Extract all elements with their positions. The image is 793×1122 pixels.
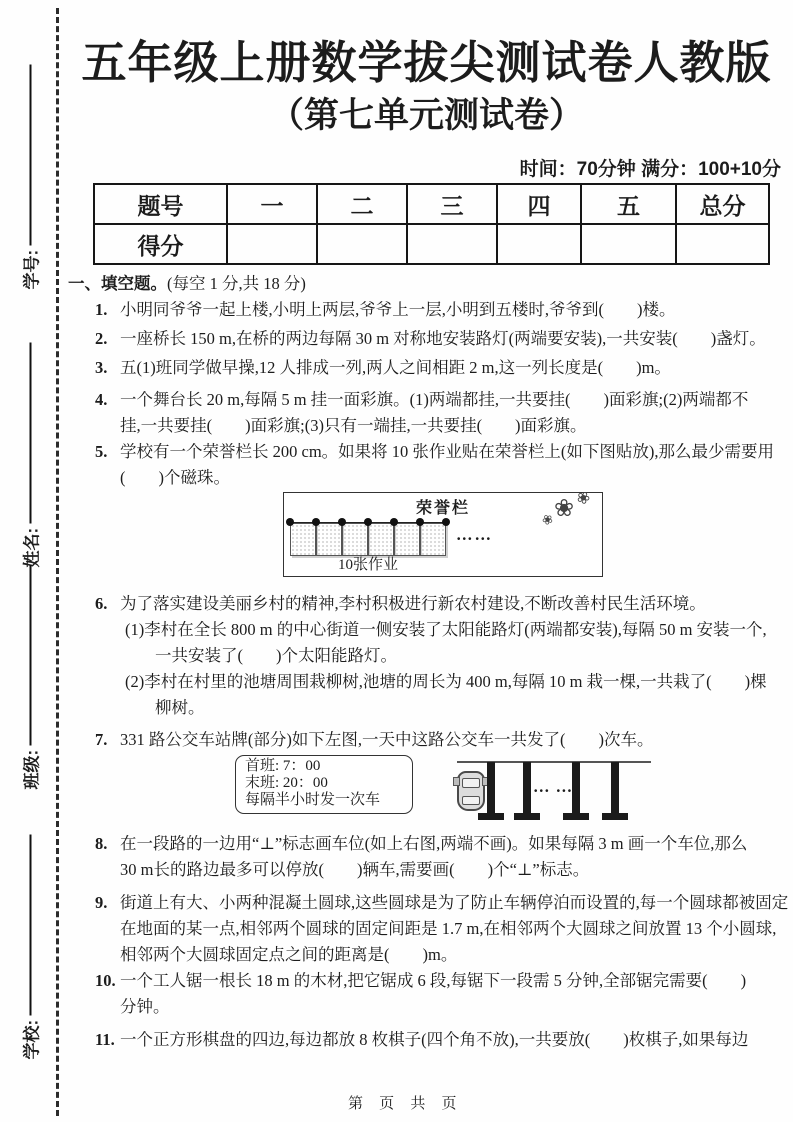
question-line: (2)李村在村里的池塘周围栽柳树,池塘的周长为 400 m,每隔 10 m 栽一棵,一共栽了( )棵 [125, 672, 767, 691]
bus-and-parking-figure [68, 755, 790, 821]
question-number: 1. [95, 300, 108, 319]
magnet-pin [390, 518, 398, 526]
question-number: 3. [95, 358, 108, 377]
question-8 [68, 831, 790, 883]
question-number: 7. [95, 730, 108, 749]
question-line: 挂,一共要挂( )面彩旗;(3)只有一端挂,一共要挂( )面彩旗。 [120, 416, 587, 435]
magnet-pin [338, 518, 346, 526]
question-number: 6. [95, 594, 108, 613]
question-10 [68, 968, 790, 1020]
parking-marker [611, 762, 619, 813]
question-5 [68, 439, 790, 491]
question-number: 8. [95, 834, 108, 853]
name-label: 姓名: [22, 527, 41, 568]
papers-caption: 10张作业 [337, 557, 398, 573]
score-table [93, 183, 770, 265]
car-icon [457, 771, 485, 811]
student-number-field [19, 65, 41, 290]
magnet-pin [312, 518, 320, 526]
question-line: (1)李村在全长 800 m 的中心街道一侧安装了太阳能路灯(两端都安装),每隔 50 m 安装一个, [125, 620, 767, 639]
class-blank-line [28, 565, 31, 746]
question-3 [68, 355, 790, 381]
continuation-dots: …… [456, 525, 493, 544]
question-line: ( )个磁珠。 [120, 468, 230, 487]
flower-icon: ❀ ❀ ❀ [538, 488, 593, 529]
car-mirror [453, 777, 460, 786]
cut-dashed-line [56, 8, 59, 1116]
honor-board-figure [283, 488, 603, 577]
question-number: 5. [95, 442, 108, 461]
question-1 [68, 297, 790, 323]
parking-spaces-figure [455, 755, 665, 821]
score-table-header-cell: 五 [581, 184, 676, 224]
paper-sheet [290, 523, 316, 556]
score-table-header-cell: 一 [227, 184, 317, 224]
score-cell [317, 224, 407, 264]
class-field [19, 565, 41, 790]
question-line: 一个工人锯一根长 18 m 的木材,把它锯成 6 段,每锯下一段需 5 分钟,全部锯完需要( ) [120, 971, 747, 990]
section-heading [68, 271, 790, 297]
question-4 [68, 387, 790, 439]
score-cell [581, 224, 676, 264]
magnet-pin [364, 518, 372, 526]
question-number: 11. [95, 1030, 115, 1049]
score-table-header-row [94, 184, 769, 224]
parking-marker [487, 762, 495, 813]
interval-line: 每隔半小时发一次车 [245, 792, 381, 808]
first-bus-line: 首班: 7：00 [245, 758, 321, 774]
paper-sheet [420, 523, 446, 556]
class-label: 班级: [22, 749, 41, 790]
question-line: 一座桥长 150 m,在桥的两边每隔 30 m 对称地安装路灯(两端要安装),一共安装( )盏灯。 [120, 329, 766, 348]
paper-sheet [368, 523, 394, 556]
homework-papers [290, 523, 446, 556]
name-field [19, 343, 41, 568]
question-line: 331 路公交车站牌(部分)如下左图,一天中这路公交车一共发了( )次车。 [120, 730, 654, 749]
question-line: 30 m长的路边最多可以停放( )辆车,需要画( )个“⊥”标志。 [120, 860, 590, 879]
question-line: 相邻两个大圆球固定点之间的距离是( )m。 [120, 945, 458, 964]
question-9 [68, 890, 790, 968]
score-cell [497, 224, 581, 264]
paper-sheet [394, 523, 420, 556]
score-table-score-row [94, 224, 769, 264]
question-7 [68, 727, 790, 753]
question-line: 在地面的某一点,相邻两个圆球的固定间距是 1.7 m,在相邻两个大圆球之间放置 13 个小圆球, [120, 919, 777, 938]
question-section [68, 271, 790, 1053]
score-table-header-cell: 总分 [676, 184, 769, 224]
question-line: 分钟。 [120, 997, 170, 1016]
parking-marker [572, 762, 580, 813]
school-label: 学校: [22, 1019, 41, 1060]
question-6 [68, 591, 790, 721]
question-line: 为了落实建设美丽乡村的精神,李村积极进行新农村建设,不断改善村民生活环境。 [120, 594, 706, 613]
question-number: 9. [95, 893, 108, 912]
question-number: 4. [95, 390, 108, 409]
question-line: 小明同爷爷一起上楼,小明上两层,爷爷上一层,小明到五楼时,爷爷到( )楼。 [120, 300, 676, 319]
bus-schedule-sign [235, 755, 413, 814]
time-score-info: 时间：70分钟 满分：100+10分 [519, 159, 781, 180]
score-row-label: 得分 [94, 224, 227, 264]
school-blank-line [28, 835, 31, 1016]
question-line: 柳树。 [155, 698, 205, 717]
score-table-header-cell: 三 [407, 184, 497, 224]
magnet-pin [286, 518, 294, 526]
magnet-pin [442, 518, 450, 526]
section-heading-title: 一、填空题。 [68, 275, 167, 293]
question-line: 一个正方形棋盘的四边,每边都放 8 枚棋子(四个角不放),一共要放( )枚棋子,如果每边 [120, 1030, 749, 1049]
last-bus-line: 末班: 20：00 [245, 775, 328, 791]
score-cell [227, 224, 317, 264]
magnet-pin [416, 518, 424, 526]
question-2 [68, 326, 790, 352]
score-table-header-cell: 题号 [94, 184, 227, 224]
honor-board-title: 荣誉栏 [415, 500, 470, 517]
question-line: 一个舞台长 20 m,每隔 5 m 挂一面彩旗。(1)两端都挂,一共要挂( )面彩旗;(2)两端都不 [120, 390, 749, 409]
page-subtitle: （第七单元测试卷） [268, 96, 584, 135]
parking-marker [523, 762, 531, 813]
score-cell [676, 224, 769, 264]
score-table-header-cell: 二 [317, 184, 407, 224]
question-number: 10. [95, 971, 116, 990]
continuation-dots: … … [533, 777, 574, 796]
question-line: 学校有一个荣誉栏长 200 cm。如果将 10 张作业贴在荣誉栏上(如下图贴放),那么最少需要用 [120, 442, 775, 461]
student-number-label: 学号: [22, 249, 41, 290]
question-line: 五(1)班同学做早操,12 人排成一列,两人之间相距 2 m,这一列长度是( )m。 [120, 358, 671, 377]
question-11 [68, 1027, 790, 1053]
score-cell [407, 224, 497, 264]
question-number: 2. [95, 329, 108, 348]
student-number-blank-line [28, 65, 31, 246]
question-line: 一共安装了( )个太阳能路灯。 [155, 646, 397, 665]
page-footer: 第 页 共 页 [348, 1095, 463, 1112]
paper-sheet [342, 523, 368, 556]
score-table-header-cell: 四 [497, 184, 581, 224]
section-heading-note: (每空 1 分,共 18 分) [167, 274, 306, 293]
name-blank-line [28, 343, 31, 524]
page-title: 五年级上册数学拔尖测试卷人教版 [81, 37, 772, 88]
school-field [19, 835, 41, 1060]
question-line: 在一段路的一边用“⊥”标志画车位(如上右图,两端不画)。如果每隔 3 m 画一个车位,那么 [120, 834, 748, 853]
paper-sheet [316, 523, 342, 556]
question-line: 街道上有大、小两种混凝土圆球,这些圆球是为了防止车辆停泊而设置的,每一个圆球都被固定 [120, 893, 789, 912]
